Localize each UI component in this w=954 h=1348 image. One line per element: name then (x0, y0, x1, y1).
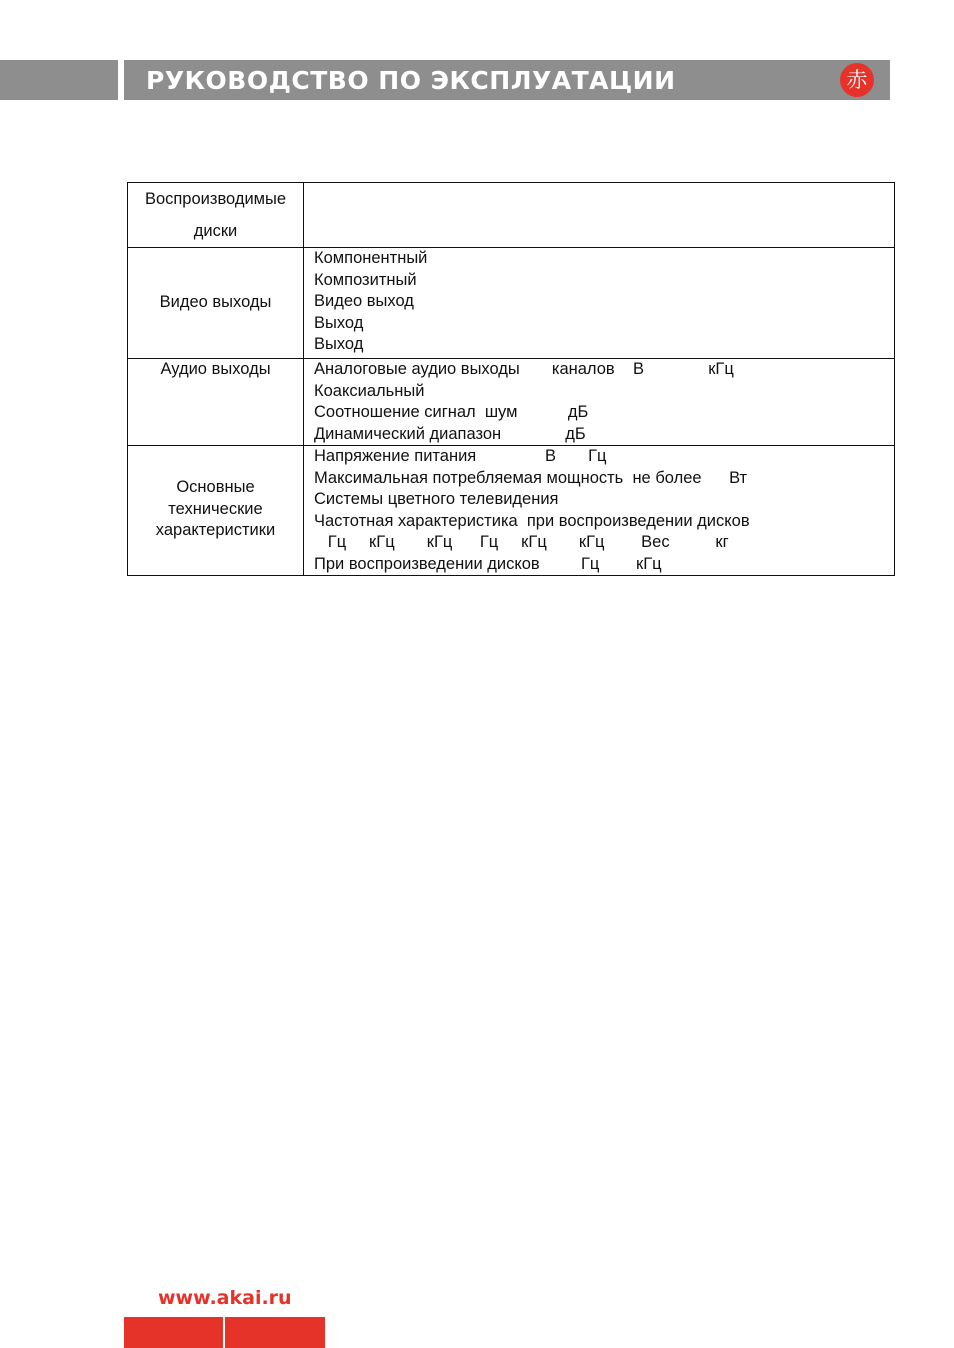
value-line: Частотная характеристика при воспроизведении дисков (314, 511, 750, 530)
table-row (128, 359, 895, 446)
footer-bar-right (225, 1317, 325, 1348)
header-left-band (0, 60, 118, 100)
value-line: Выход (314, 313, 364, 332)
value-line: Максимальная потребляемая мощность не более Вт (314, 468, 748, 487)
label-line: Воспроизводимые (144, 190, 287, 208)
row-value (304, 183, 895, 248)
row-label (128, 248, 304, 359)
page-title: РУКОВОДСТВО ПО ЭКСПЛУАТАЦИИ (146, 65, 676, 95)
row-value (304, 359, 895, 446)
label-line: Основные (176, 478, 255, 497)
footer-bar-left (124, 1317, 223, 1348)
akai-logo-icon: 赤 (840, 63, 874, 97)
value-line: Композитный (314, 270, 417, 289)
row-value (304, 446, 895, 576)
value-line: Коаксиальный (314, 381, 425, 400)
row-label (128, 446, 304, 576)
label-line: характеристики (155, 521, 276, 540)
value-line: Гц кГц кГц Гц кГц кГц Вес кг (314, 533, 729, 551)
value-line: Видео выход (314, 292, 414, 310)
header-bar (124, 60, 890, 100)
value-line: Соотношение сигнал шум дБ (314, 403, 589, 421)
spec-table (127, 182, 895, 576)
value-line: Напряжение питания В Гц (314, 447, 607, 465)
table-row (128, 183, 895, 248)
label-line: диски (193, 222, 238, 240)
value-line: Динамический диапазон дБ (314, 424, 586, 443)
label-line: Видео выходы (159, 293, 272, 312)
row-value (304, 248, 895, 359)
row-label (128, 359, 304, 446)
label-line: Аудио выходы (160, 360, 271, 378)
value-line: Выход (314, 335, 364, 353)
row-label (128, 183, 304, 248)
value-line: Системы цветного телевидения (314, 490, 559, 508)
value-line: При воспроизведении дисков Гц кГц (314, 554, 662, 573)
table-row (128, 446, 895, 576)
website-link[interactable]: www.akai.ru (158, 1287, 292, 1309)
value-line: Компонентный (314, 249, 428, 267)
label-line: технические (168, 499, 263, 518)
value-line: Аналоговые аудио выходы каналов В кГц (314, 360, 734, 378)
table-row (128, 248, 895, 359)
